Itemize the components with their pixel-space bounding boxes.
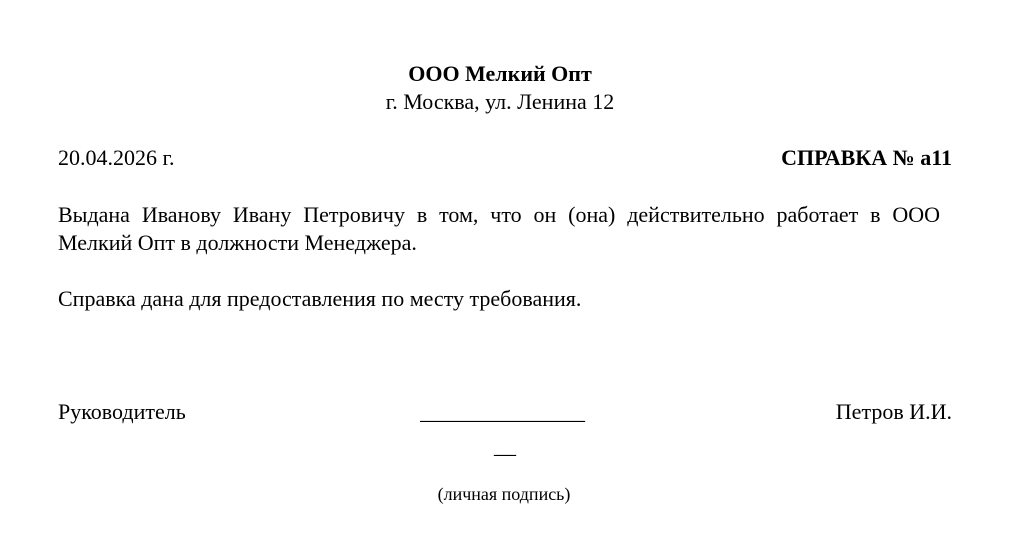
signer-name: Петров И.И. xyxy=(835,399,952,424)
main-paragraph: Выдана Иванову Ивану Петровичу в том, что он (она) действительно работает в ООО Мелкий Опт в должности Менеджера. xyxy=(58,202,940,255)
signer-position-label: Руководитель xyxy=(58,399,186,424)
organization-address: г. Москва, ул. Ленина 12 xyxy=(385,89,615,114)
signature-caption: (личная подпись) xyxy=(437,484,571,504)
document-date: 20.04.2026 г. xyxy=(58,145,175,170)
signature-line: _______________ xyxy=(420,399,585,424)
organization-name: ООО Мелкий Опт xyxy=(408,61,592,86)
signature-line-tail: __ xyxy=(494,433,516,458)
purpose-paragraph: Справка дана для предоставления по месту требования. xyxy=(58,286,582,311)
document-title: СПРАВКА № а11 xyxy=(781,145,952,170)
